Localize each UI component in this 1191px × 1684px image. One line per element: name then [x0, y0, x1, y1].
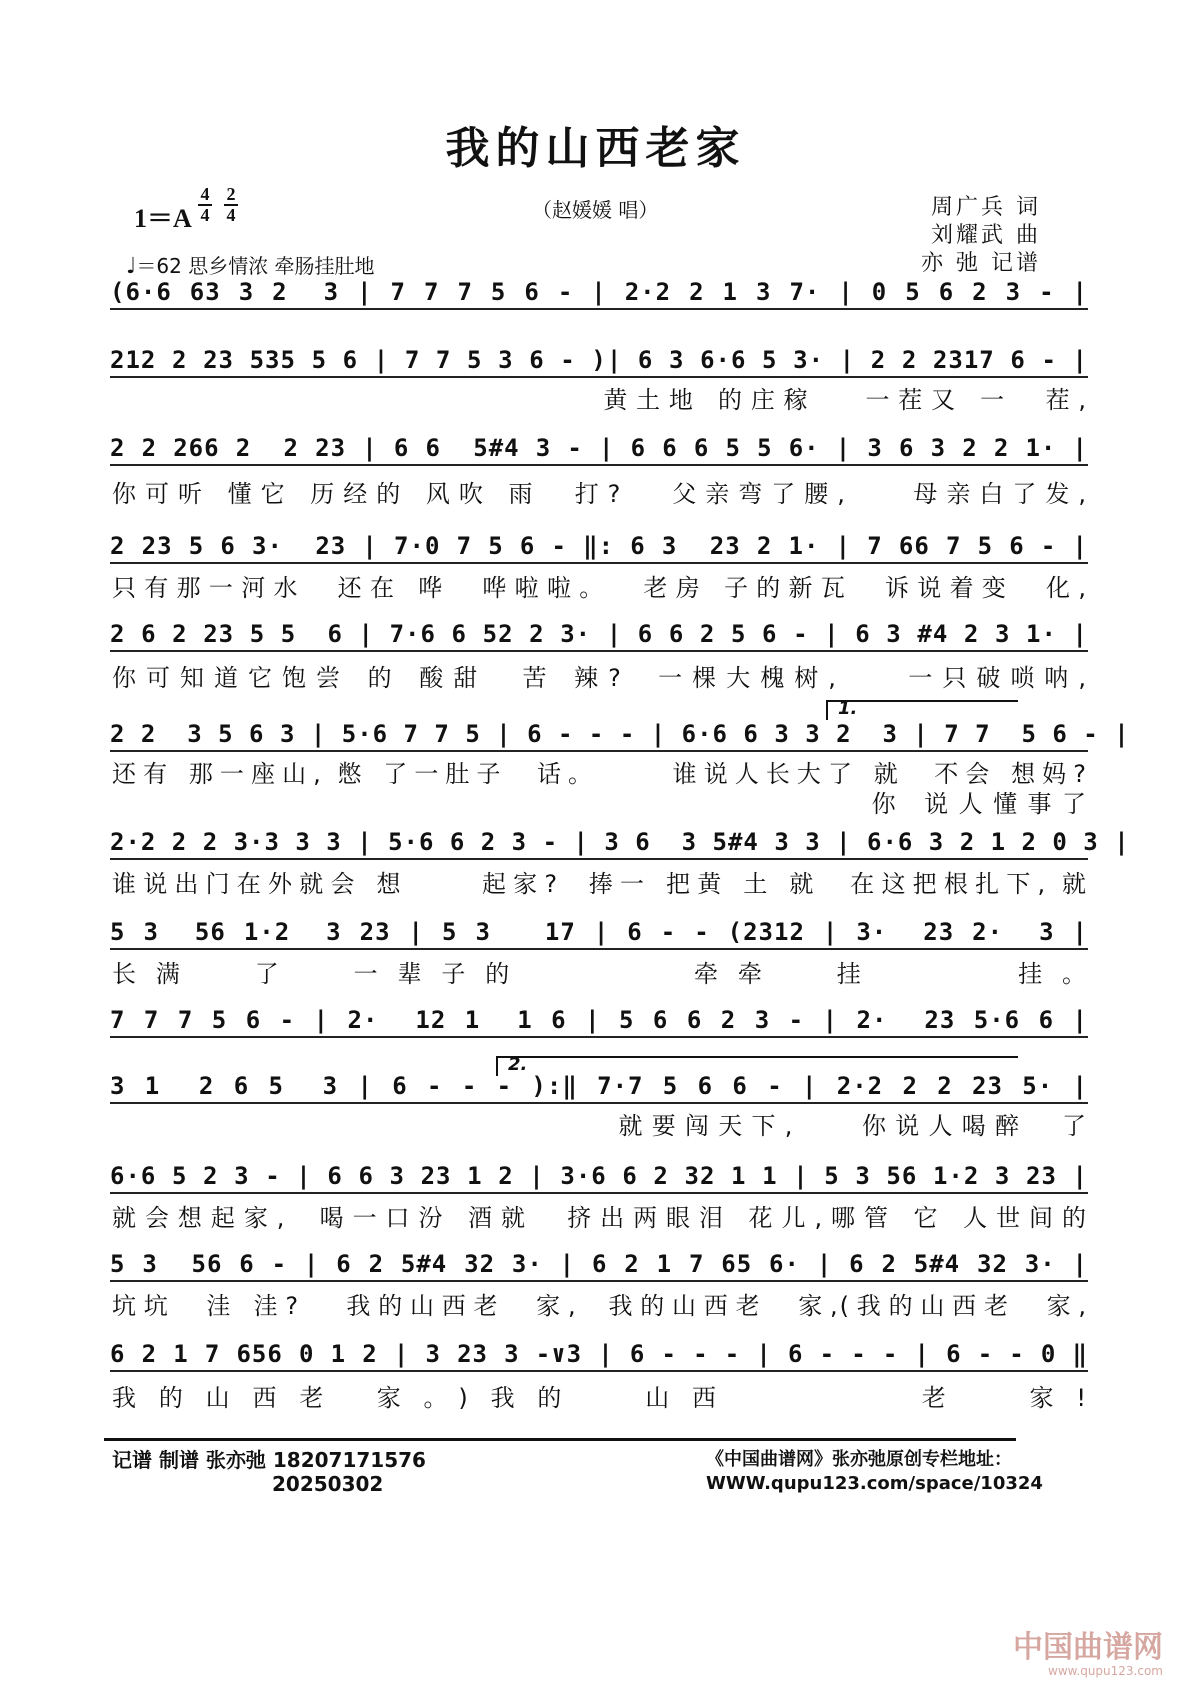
time-signature-4-4: 4 4	[198, 186, 212, 224]
lyrics-line: 只有那一河水 还在 哗 哗啦啦。 老房 子的新瓦 诉说着变 化,	[112, 574, 1088, 602]
page-title: 我的山西老家	[445, 123, 746, 174]
watermark-url: www.qupu123.com	[1048, 1664, 1163, 1678]
lyricist-credit: 周广兵 词	[931, 195, 1041, 220]
lyrics-line: 就会想起家, 喝一口汾 酒就 挤出两眼泪 花儿,哪管 它 人世间的	[112, 1204, 1088, 1232]
score-system-9	[110, 1000, 1088, 1040]
beam-underline	[110, 562, 1088, 564]
footer-source-url[interactable]: WWW.qupu123.com/space/10324	[706, 1473, 1043, 1494]
beam-underline	[110, 1102, 1088, 1104]
footer-source	[706, 1448, 1043, 1496]
lyrics-line: 坑坑 洼 洼? 我的山西老 家, 我的山西老 家,(我的山西老 家,	[112, 1292, 1088, 1320]
notation-line: 2 2 266 2 2 23 | 6 6 5#4 3 - | 6 6 6 5 5 6· | 3 6 3 2 2 1· |	[110, 434, 1088, 462]
footer-transcriber	[112, 1448, 426, 1496]
composer-credit: 刘耀武 曲	[931, 223, 1041, 248]
beam-underline	[110, 650, 1088, 652]
notation-line: 2·2 2 2 3·3 3 3 | 5·6 6 2 3 - | 3 6 3 5#4 3 3 | 6·6 3 2 1 2 0 3 |	[110, 828, 1130, 856]
notation-line: 7 7 7 5 6 - | 2· 12 1 1 6 | 5 6 6 2 3 - | 2· 23 5·6 6 |	[110, 1006, 1088, 1034]
score-system-13	[110, 1334, 1088, 1374]
notation-line: 2 2 3 5 6 3 | 5·6 7 7 5 | 6 - - - | 6·6 6 3 3 2 3 | 7 7 5 6 - |	[110, 720, 1130, 748]
notation-line: 6 2 1 7 656 0 1 2 | 3 23 3 -∨3 | 6 - - - | 6 - - - | 6 - - 0 ‖	[110, 1340, 1088, 1368]
lyrics-line: 还有 那一座山, 憋 了一肚子 话。 谁说人长大了 就 不会 想妈?	[112, 760, 1088, 788]
lyrics-line: 你可听 懂它 历经的 风吹 雨 打? 父亲弯了腰, 母亲白了发,	[112, 480, 1088, 508]
lyrics-line: 黄土地 的庄稼 一茬又 一 茬,	[112, 386, 1088, 414]
notation-line: 212 2 23 535 5 6 | 7 7 5 3 6 - )| 6 3 6·6 5 3· | 2 2 2317 6 - |	[110, 346, 1088, 374]
footer-date: 20250302	[272, 1472, 384, 1496]
score-system-8	[110, 912, 1088, 952]
notation-line: 2 6 2 23 5 5 6 | 7·6 6 52 2 3· | 6 6 2 5 6 - | 6 3 #4 2 3 1· |	[110, 620, 1088, 648]
notation-line: (6·6 63 3 2 3 | 7 7 7 5 6 - | 2·2 2 1 3 7· | 0 5 6 2 3 - |	[110, 278, 1088, 306]
notation-line: 2 23 5 6 3· 23 | 7·0 7 5 6 - ‖: 6 3 23 2 1· | 7 66 7 5 6 - |	[110, 532, 1088, 560]
footer-source-label: 《中国曲谱网》张亦弛原创专栏地址：	[706, 1449, 1012, 1470]
lyrics-line: 长满 了 一辈子的 牵牵 挂 挂。	[112, 960, 1088, 988]
notation-line: 5 3 56 6 - | 6 2 5#4 32 3· | 6 2 1 7 65 6· | 6 2 5#4 32 3· |	[110, 1250, 1088, 1278]
lyrics-line-alt: 你 说人懂事了	[112, 790, 1088, 818]
transcriber-credit: 亦 弛 记谱	[921, 251, 1041, 276]
footer-divider	[104, 1438, 1016, 1441]
score-system-7	[110, 822, 1130, 862]
score-system-4	[110, 526, 1088, 566]
watermark-logo: 中国曲谱网	[1013, 1630, 1163, 1665]
beam-underline	[110, 750, 1088, 752]
beam-underline	[110, 308, 1088, 310]
notation-line: 5 3 56 1·2 3 23 | 5 3 17 | 6 - - (2312 | 3· 23 2· 3 |	[110, 918, 1088, 946]
notation-line: 3 1 2 6 5 3 | 6 - - - ):‖ 7·7 5 6 6 - | 2·2 2 2 23 5· |	[110, 1072, 1088, 1100]
lyrics-line: 你可知道它饱尝 的 酸甜 苦 辣? 一棵大槐树, 一只破唢呐,	[112, 664, 1088, 692]
quarter-note-icon: ♩	[126, 254, 137, 279]
score-system-11	[110, 1156, 1088, 1196]
beam-underline	[110, 1280, 1088, 1282]
volta-first-ending: 1.	[826, 700, 1018, 720]
notation-line: 6·6 5 2 3 - | 6 6 3 23 1 2 | 3·6 6 2 32 1 1 | 5 3 56 1·2 3 23 |	[110, 1162, 1088, 1190]
lyrics-line: 谁说出门在外就会 想 起家? 捧一 把黄 土 就 在这把根扎下, 就	[112, 870, 1088, 898]
lyrics-line: 就要闯天下, 你说人喝醉 了	[112, 1112, 1088, 1140]
beam-underline	[110, 858, 1088, 860]
volta-second-ending: 2.	[496, 1056, 1018, 1076]
time-signature-2-4: 2 4	[224, 186, 238, 224]
score-system-10	[110, 1066, 1088, 1106]
beam-underline	[110, 464, 1088, 466]
score-system-5	[110, 614, 1088, 654]
beam-underline	[110, 1370, 1088, 1372]
score-system-3	[110, 428, 1088, 468]
footer-contact: 记谱 制谱 张亦弛 18207171576	[112, 1448, 426, 1472]
score-system-2	[110, 340, 1088, 380]
tempo-text: ＝62 思乡情浓 牵肠挂肚地	[136, 254, 375, 278]
score-system-1	[110, 272, 1088, 312]
score-system-6	[110, 714, 1130, 754]
beam-underline	[110, 1192, 1088, 1194]
key-signature: 1＝A	[134, 204, 192, 233]
lyrics-line: 我的山西老 家。)我的 山西 老 家!	[112, 1384, 1088, 1412]
beam-underline	[110, 376, 1088, 378]
score-system-12	[110, 1244, 1088, 1284]
beam-underline	[110, 948, 1088, 950]
beam-underline	[110, 1036, 1088, 1038]
singer-credit: （赵媛媛 唱）	[532, 198, 659, 222]
